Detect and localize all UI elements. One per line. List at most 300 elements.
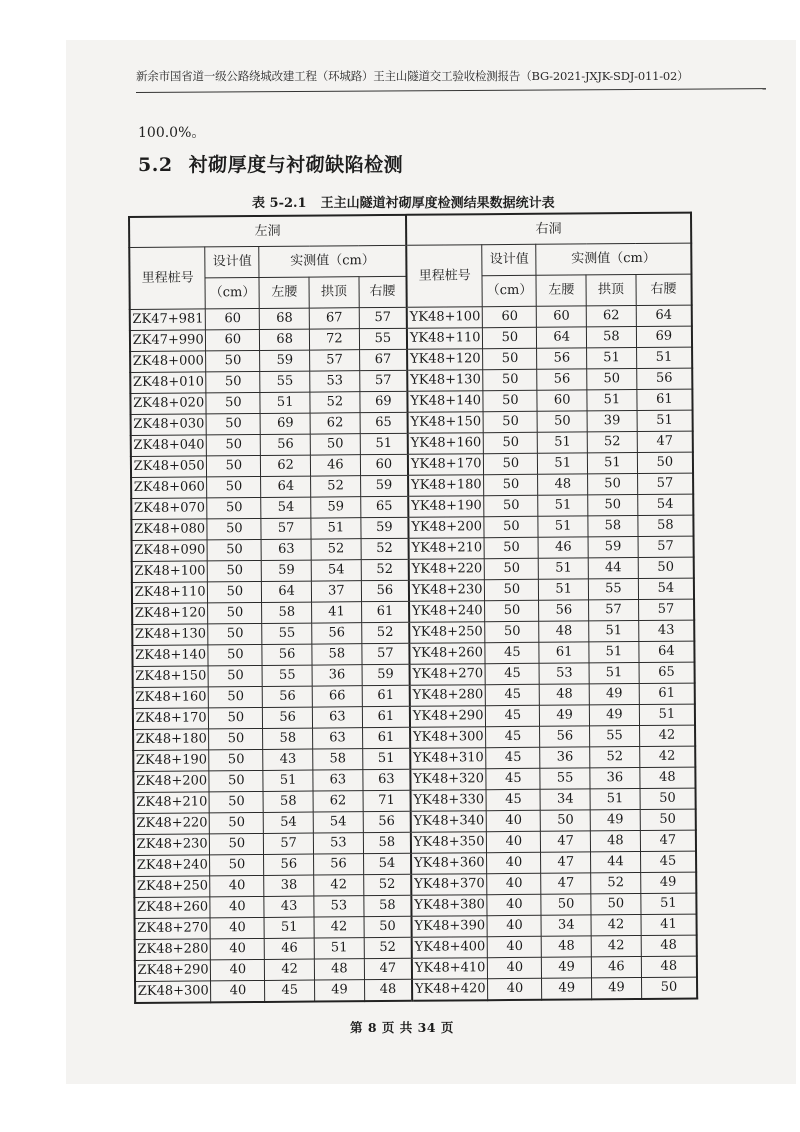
left-left-waist-header: 左腰 — [259, 277, 309, 308]
right-left-waist-cell: 56 — [539, 600, 589, 621]
left-right-waist-cell: 59 — [362, 664, 410, 685]
left-design-cell: 50 — [207, 476, 261, 497]
right-design-cell: 40 — [487, 852, 541, 873]
left-right-waist-cell: 51 — [360, 433, 408, 454]
right-left-waist-cell: 49 — [542, 978, 592, 1000]
left-station-cell: ZK48+260 — [134, 897, 210, 919]
right-left-waist-cell: 60 — [537, 390, 587, 411]
left-crown-cell: 63 — [313, 728, 363, 749]
right-design-cell: 40 — [487, 831, 541, 852]
right-crown-cell: 51 — [590, 788, 640, 809]
left-right-waist-cell: 52 — [364, 937, 412, 958]
right-right-waist-cell: 50 — [637, 452, 693, 473]
right-crown-cell: 49 — [590, 809, 640, 830]
left-design-cell: 40 — [211, 938, 265, 959]
page-number: 第 8 页 共 34 页 — [350, 1020, 454, 1035]
left-station-cell: ZK48+120 — [132, 603, 208, 625]
right-station-cell: YK48+420 — [412, 979, 488, 1001]
right-right-waist-cell: 57 — [638, 536, 694, 557]
right-design-cell: 45 — [486, 726, 540, 747]
right-right-waist-header: 右腰 — [636, 274, 692, 305]
right-right-waist-cell: 41 — [641, 914, 697, 935]
left-station-cell: ZK48+030 — [131, 414, 207, 436]
left-station-cell: ZK48+160 — [133, 687, 209, 709]
right-right-waist-cell: 43 — [638, 620, 694, 641]
right-station-cell: YK48+380 — [411, 895, 487, 917]
right-left-waist-cell: 50 — [537, 411, 587, 432]
left-crown-cell: 52 — [311, 476, 361, 497]
left-crown-cell: 54 — [311, 560, 361, 581]
right-design-cell: 40 — [488, 936, 542, 957]
left-right-waist-cell: 55 — [359, 328, 407, 349]
left-left-waist-cell: 51 — [260, 392, 310, 413]
right-design-cell: 50 — [485, 621, 539, 642]
left-station-cell: ZK48+280 — [135, 939, 211, 961]
left-right-waist-cell: 61 — [362, 685, 410, 706]
right-design-cell: 50 — [484, 411, 538, 432]
left-crown-cell: 36 — [312, 665, 362, 686]
right-design-cell: 45 — [486, 768, 540, 789]
left-design-cell: 50 — [208, 560, 262, 581]
left-design-cell: 50 — [210, 854, 264, 875]
left-station-cell: ZK48+040 — [131, 435, 207, 457]
left-design-cell: 50 — [207, 539, 261, 560]
left-crown-cell: 42 — [314, 875, 364, 896]
left-station-cell: ZK48+200 — [133, 771, 209, 793]
table-caption-title: 王主山隧道衬砌厚度检测结果数据统计表 — [320, 196, 555, 211]
right-station-cell: YK48+250 — [409, 622, 485, 644]
left-crown-cell: 67 — [309, 308, 359, 329]
left-left-waist-cell: 68 — [260, 308, 310, 329]
right-design-cell: 50 — [484, 432, 538, 453]
right-right-waist-cell: 54 — [637, 494, 693, 515]
right-right-waist-cell: 57 — [638, 599, 694, 620]
right-station-cell: YK48+310 — [410, 748, 486, 770]
section-heading — [138, 150, 403, 177]
left-tunnel-header: 左洞 — [129, 215, 406, 248]
right-station-cell: YK48+150 — [408, 412, 484, 434]
right-left-waist-cell: 36 — [540, 747, 590, 768]
right-crown-cell: 52 — [587, 432, 637, 453]
left-station-cell: ZK48+080 — [131, 519, 207, 541]
left-right-waist-cell: 67 — [359, 349, 407, 370]
right-crown-cell: 39 — [587, 411, 637, 432]
left-right-waist-header: 右腰 — [359, 276, 407, 307]
right-design-cell: 50 — [485, 558, 539, 579]
right-crown-cell: 62 — [586, 306, 636, 327]
right-left-waist-cell: 51 — [539, 579, 589, 600]
right-right-waist-cell: 64 — [636, 305, 692, 326]
right-crown-cell: 48 — [590, 830, 640, 851]
left-design-cell: 50 — [208, 602, 262, 623]
right-station-cell: YK48+230 — [409, 580, 485, 602]
right-crown-header: 拱顶 — [586, 275, 636, 306]
left-design-cell: 40 — [210, 896, 264, 917]
left-right-waist-cell: 59 — [360, 475, 408, 496]
left-design-cell: 50 — [208, 665, 262, 686]
right-design-cell: 40 — [487, 915, 541, 936]
right-design-cell: 40 — [487, 810, 541, 831]
left-right-waist-cell: 52 — [361, 538, 409, 559]
left-left-waist-cell: 56 — [264, 854, 314, 875]
right-design-cell: 50 — [483, 348, 537, 369]
left-left-waist-cell: 56 — [263, 707, 313, 728]
left-station-cell: ZK48+240 — [134, 855, 210, 877]
right-crown-cell: 46 — [591, 956, 641, 977]
right-right-waist-cell: 45 — [640, 851, 696, 872]
right-station-cell: YK48+410 — [412, 958, 488, 980]
right-station-cell: YK48+340 — [411, 811, 487, 833]
left-station-cell: ZK48+190 — [133, 750, 209, 772]
right-design-cell: 40 — [487, 873, 541, 894]
right-right-waist-cell: 54 — [638, 578, 694, 599]
left-crown-cell: 53 — [310, 371, 360, 392]
left-crown-cell: 53 — [313, 833, 363, 854]
right-left-waist-cell: 48 — [540, 684, 590, 705]
right-right-waist-cell: 50 — [640, 788, 696, 809]
right-crown-cell: 51 — [587, 453, 637, 474]
left-right-waist-cell: 60 — [360, 454, 408, 475]
left-right-waist-cell: 63 — [363, 769, 411, 790]
right-crown-cell: 51 — [587, 390, 637, 411]
left-left-waist-cell: 51 — [264, 917, 314, 938]
left-station-cell: ZK47+990 — [130, 330, 206, 352]
right-design-cell: 40 — [488, 957, 542, 978]
right-crown-cell: 50 — [588, 474, 638, 495]
left-station-cell: ZK48+020 — [130, 393, 206, 415]
left-station-header: 里程桩号 — [129, 247, 205, 310]
right-right-waist-cell: 51 — [639, 704, 695, 725]
table-caption — [252, 192, 555, 211]
right-design-cell: 50 — [484, 495, 538, 516]
left-left-waist-cell: 63 — [261, 539, 311, 560]
right-left-waist-cell: 51 — [538, 495, 588, 516]
left-station-cell: ZK48+170 — [133, 708, 209, 730]
left-left-waist-cell: 43 — [263, 749, 313, 770]
right-design-cell: 50 — [484, 474, 538, 495]
left-station-cell: ZK48+290 — [135, 960, 211, 982]
left-right-waist-cell: 57 — [362, 643, 410, 664]
lining-thickness-table — [128, 212, 698, 1004]
right-design-cell: 45 — [486, 747, 540, 768]
right-right-waist-cell: 50 — [641, 977, 697, 999]
left-right-waist-cell: 61 — [362, 727, 410, 748]
left-left-waist-cell: 46 — [265, 938, 315, 959]
left-design-cell: 40 — [210, 917, 264, 938]
right-left-waist-cell: 51 — [538, 432, 588, 453]
left-design-cell: 50 — [210, 812, 264, 833]
left-station-cell: ZK48+070 — [131, 498, 207, 520]
right-crown-cell: 44 — [588, 558, 638, 579]
left-left-waist-cell: 57 — [261, 518, 311, 539]
right-crown-cell: 42 — [591, 914, 641, 935]
right-station-cell: YK48+360 — [411, 853, 487, 875]
header-divider — [136, 88, 766, 93]
left-right-waist-cell: 57 — [360, 370, 408, 391]
right-right-waist-cell: 48 — [640, 767, 696, 788]
left-station-cell: ZK48+220 — [134, 813, 210, 835]
left-station-cell: ZK47+981 — [130, 309, 206, 331]
left-right-waist-cell: 61 — [362, 706, 410, 727]
left-crown-cell: 59 — [311, 497, 361, 518]
left-design-cell: 50 — [207, 518, 261, 539]
left-crown-cell: 50 — [310, 434, 360, 455]
right-left-waist-cell: 51 — [538, 516, 588, 537]
right-right-waist-cell: 58 — [638, 515, 694, 536]
left-design-cell: 50 — [209, 728, 263, 749]
table-row — [135, 977, 697, 1003]
left-design-cell: 60 — [206, 329, 260, 350]
left-station-cell: ZK48+150 — [133, 666, 209, 688]
right-station-cell: YK48+160 — [408, 433, 484, 455]
right-crown-cell: 49 — [589, 705, 639, 726]
right-station-cell: YK48+170 — [408, 454, 484, 476]
right-crown-cell: 49 — [589, 684, 639, 705]
right-design-cell: 50 — [485, 600, 539, 621]
right-left-waist-cell: 49 — [542, 957, 592, 978]
right-crown-cell: 52 — [590, 746, 640, 767]
left-right-waist-cell: 56 — [361, 580, 409, 601]
right-station-cell: YK48+280 — [410, 685, 486, 707]
right-crown-cell: 50 — [588, 495, 638, 516]
right-right-waist-cell: 49 — [640, 872, 696, 893]
left-left-waist-cell: 58 — [263, 791, 313, 812]
left-design-cell: 50 — [210, 833, 264, 854]
left-measured-header: 实测值（cm） — [259, 245, 406, 277]
right-station-cell: YK48+200 — [408, 517, 484, 539]
right-left-waist-cell: 48 — [538, 474, 588, 495]
left-right-waist-cell: 69 — [360, 391, 408, 412]
left-station-cell: ZK48+050 — [131, 456, 207, 478]
right-left-waist-cell: 53 — [539, 663, 589, 684]
right-crown-cell: 50 — [587, 369, 637, 390]
left-crown-cell: 42 — [314, 917, 364, 938]
left-crown-cell: 58 — [312, 644, 362, 665]
right-left-waist-cell: 34 — [541, 915, 591, 936]
left-design-header: 设计值 — [205, 246, 259, 277]
right-left-waist-cell: 49 — [540, 705, 590, 726]
right-design-cell: 45 — [485, 642, 539, 663]
left-left-waist-cell: 38 — [264, 875, 314, 896]
right-crown-cell: 51 — [589, 642, 639, 663]
table-body — [130, 305, 697, 1003]
left-crown-cell: 49 — [315, 980, 365, 1002]
right-left-waist-cell: 47 — [541, 852, 591, 873]
right-design-cell: 45 — [486, 684, 540, 705]
left-left-waist-cell: 42 — [265, 959, 315, 980]
left-right-waist-cell: 59 — [361, 517, 409, 538]
left-crown-cell: 66 — [312, 686, 362, 707]
right-left-waist-cell: 56 — [537, 348, 587, 369]
left-right-waist-cell: 50 — [364, 916, 412, 937]
left-design-cell: 50 — [207, 455, 261, 476]
right-station-cell: YK48+320 — [410, 769, 486, 791]
left-crown-cell: 53 — [314, 896, 364, 917]
right-left-waist-cell: 64 — [537, 327, 587, 348]
left-station-cell: ZK48+210 — [134, 792, 210, 814]
left-crown-cell: 51 — [311, 518, 361, 539]
right-right-waist-cell: 42 — [639, 725, 695, 746]
left-right-waist-cell: 52 — [361, 559, 409, 580]
right-station-cell: YK48+400 — [412, 937, 488, 959]
right-station-cell: YK48+140 — [407, 391, 483, 413]
left-crown-cell: 41 — [312, 602, 362, 623]
right-right-waist-cell: 61 — [637, 389, 693, 410]
right-right-waist-cell: 51 — [637, 410, 693, 431]
right-right-waist-cell: 65 — [639, 662, 695, 683]
left-right-waist-cell: 58 — [364, 895, 412, 916]
left-design-cell: 50 — [208, 644, 262, 665]
left-design-cell: 40 — [211, 959, 265, 980]
right-left-waist-cell: 48 — [539, 621, 589, 642]
left-design-cell: 50 — [206, 392, 260, 413]
left-crown-cell: 48 — [314, 959, 364, 980]
left-design-cell: 50 — [209, 791, 263, 812]
right-station-cell: YK48+180 — [408, 475, 484, 497]
right-left-waist-cell: 51 — [538, 453, 588, 474]
left-right-waist-cell: 71 — [363, 790, 411, 811]
right-right-waist-cell: 64 — [639, 641, 695, 662]
left-right-waist-cell: 65 — [360, 496, 408, 517]
right-right-waist-cell: 48 — [641, 935, 697, 956]
right-right-waist-cell: 48 — [641, 956, 697, 977]
continuation-text: 100.0%。 — [138, 125, 206, 141]
right-crown-cell: 58 — [588, 516, 638, 537]
right-station-cell: YK48+110 — [407, 328, 483, 350]
left-design-cell: 50 — [207, 413, 261, 434]
left-left-waist-cell: 55 — [260, 371, 310, 392]
right-design-cell: 60 — [483, 306, 537, 327]
left-crown-cell: 54 — [313, 812, 363, 833]
right-left-waist-cell: 60 — [537, 306, 587, 327]
left-left-waist-cell: 68 — [260, 329, 310, 350]
right-crown-cell: 51 — [589, 663, 639, 684]
right-left-waist-cell: 55 — [540, 768, 590, 789]
left-design-cell: 40 — [211, 980, 265, 1002]
right-right-waist-cell: 56 — [637, 368, 693, 389]
right-station-cell: YK48+350 — [411, 832, 487, 854]
right-design-cell: 40 — [487, 894, 541, 915]
right-station-cell: YK48+100 — [407, 307, 483, 329]
right-crown-cell: 58 — [586, 327, 636, 348]
right-left-waist-cell: 51 — [539, 558, 589, 579]
left-crown-cell: 52 — [311, 539, 361, 560]
right-right-waist-cell: 51 — [636, 347, 692, 368]
left-left-waist-cell: 69 — [260, 413, 310, 434]
table-caption-number: 表 5-2.1 — [252, 196, 307, 211]
right-left-waist-cell: 48 — [542, 936, 592, 957]
left-station-cell: ZK48+090 — [132, 540, 208, 562]
left-crown-cell: 63 — [312, 707, 362, 728]
left-design-cell: 40 — [210, 875, 264, 896]
left-station-cell: ZK48+060 — [131, 477, 207, 499]
section-number: 5.2 — [138, 154, 173, 176]
right-design-cell: 40 — [488, 978, 542, 1000]
right-design-cell: 50 — [485, 537, 539, 558]
left-station-cell: ZK48+250 — [134, 876, 210, 898]
left-design-cell: 50 — [209, 770, 263, 791]
left-right-waist-cell: 52 — [361, 622, 409, 643]
left-left-waist-cell: 58 — [262, 602, 312, 623]
left-crown-cell: 58 — [313, 749, 363, 770]
right-crown-cell: 57 — [589, 600, 639, 621]
left-station-cell: ZK48+130 — [132, 624, 208, 646]
right-left-waist-cell: 50 — [541, 810, 591, 831]
right-right-waist-cell: 47 — [640, 830, 696, 851]
left-left-waist-cell: 59 — [262, 560, 312, 581]
right-crown-cell: 55 — [590, 725, 640, 746]
left-crown-cell: 57 — [310, 350, 360, 371]
left-station-cell: ZK48+300 — [135, 981, 211, 1003]
left-left-waist-cell: 54 — [264, 812, 314, 833]
left-left-waist-cell: 55 — [262, 665, 312, 686]
right-right-waist-cell: 69 — [636, 326, 692, 347]
left-left-waist-cell: 45 — [265, 980, 315, 1002]
left-station-cell: ZK48+110 — [132, 582, 208, 604]
right-tunnel-header: 右洞 — [406, 213, 691, 246]
right-left-waist-cell: 46 — [538, 537, 588, 558]
right-station-cell: YK48+210 — [409, 538, 485, 560]
left-design-cell: 50 — [206, 350, 260, 371]
left-crown-cell: 51 — [314, 938, 364, 959]
right-design-cell: 50 — [483, 390, 537, 411]
right-station-cell: YK48+240 — [409, 601, 485, 623]
right-right-waist-cell: 47 — [637, 431, 693, 452]
left-right-waist-cell: 48 — [364, 979, 412, 1001]
right-crown-cell: 51 — [589, 621, 639, 642]
left-right-waist-cell: 65 — [360, 412, 408, 433]
left-left-waist-cell: 59 — [260, 350, 310, 371]
left-left-waist-cell: 56 — [262, 644, 312, 665]
left-design-cell: 50 — [209, 707, 263, 728]
left-crown-cell: 72 — [309, 329, 359, 350]
section-title-text: 衬砌厚度与衬砌缺陷检测 — [188, 154, 404, 176]
left-crown-cell: 52 — [310, 392, 360, 413]
right-design-cell: 50 — [484, 453, 538, 474]
right-left-waist-header: 左腰 — [536, 275, 586, 306]
right-station-cell: YK48+300 — [410, 727, 486, 749]
left-crown-cell: 56 — [312, 623, 362, 644]
right-crown-cell: 50 — [591, 893, 641, 914]
right-crown-cell: 42 — [591, 935, 641, 956]
left-right-waist-cell: 51 — [362, 748, 410, 769]
right-station-cell: YK48+330 — [411, 790, 487, 812]
left-station-cell: ZK48+000 — [130, 351, 206, 373]
right-station-cell: YK48+260 — [409, 643, 485, 665]
left-design-cell: 50 — [208, 581, 262, 602]
left-right-waist-cell: 61 — [361, 601, 409, 622]
right-right-waist-cell: 51 — [641, 893, 697, 914]
right-crown-cell: 52 — [591, 872, 641, 893]
right-station-cell: YK48+130 — [407, 370, 483, 392]
left-left-waist-cell: 62 — [261, 455, 311, 476]
left-crown-cell: 62 — [313, 791, 363, 812]
left-crown-cell: 62 — [310, 413, 360, 434]
right-design-cell: 50 — [484, 516, 538, 537]
right-design-cell: 45 — [485, 663, 539, 684]
left-station-cell: ZK48+010 — [130, 372, 206, 394]
right-design-cell: 50 — [483, 327, 537, 348]
right-left-waist-cell: 47 — [541, 831, 591, 852]
right-design-header: 设计值 — [482, 244, 536, 275]
right-station-cell: YK48+290 — [410, 706, 486, 728]
right-crown-cell: 49 — [592, 977, 642, 999]
right-station-cell: YK48+190 — [408, 496, 484, 518]
left-station-cell: ZK48+230 — [134, 834, 210, 856]
left-left-waist-cell: 51 — [263, 770, 313, 791]
right-design-cell: 45 — [486, 705, 540, 726]
right-crown-cell: 44 — [591, 851, 641, 872]
